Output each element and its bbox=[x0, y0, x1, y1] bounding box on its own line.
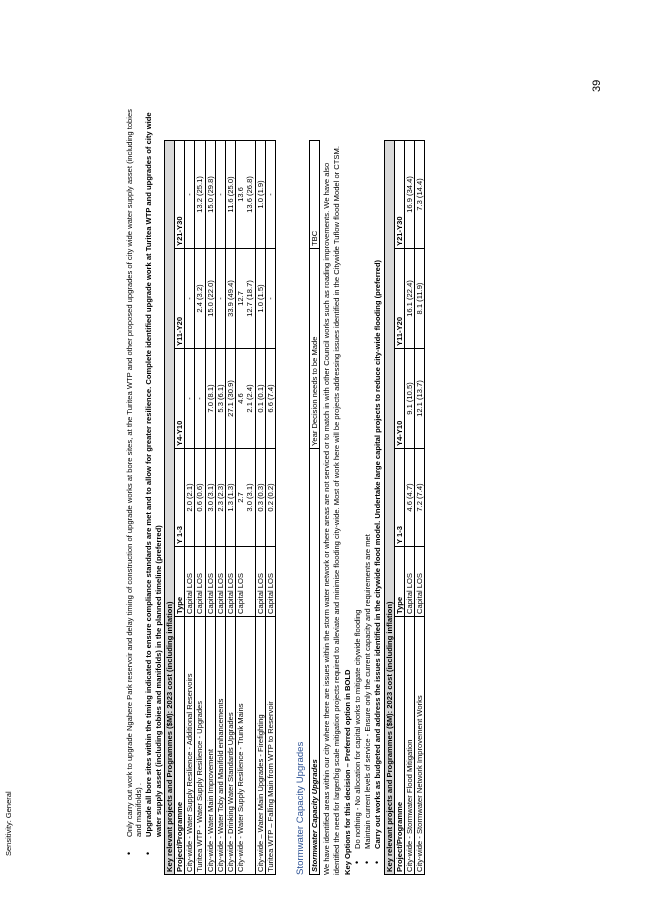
table-cell: Turitea WTP – Falling Main from WTP to Reservoir bbox=[265, 617, 275, 875]
table-cell: City-wide - Water Supply Resilience - Trunk Mains bbox=[236, 617, 255, 875]
table-cell: - bbox=[215, 249, 225, 349]
table-cell: 27.1 (30.9) bbox=[226, 349, 236, 449]
table-cell: 7.3 (14.4) bbox=[415, 140, 425, 248]
table-cell: 7.2 (7.4) bbox=[415, 449, 425, 547]
stormwater-options-title: Key Options for this decision – Preferred option in BOLD bbox=[342, 669, 352, 875]
header-cell: Type bbox=[175, 547, 185, 617]
table-cell: City-wide - Water Main Improvement bbox=[205, 617, 215, 875]
header-cell: Y11-Y20 bbox=[394, 249, 404, 349]
table-row bbox=[195, 140, 205, 874]
stormwater-option-item: • Do nothing - No allocation for capital works to mitigate citywide flooding bbox=[353, 95, 362, 849]
table-cell: 5.3 (6.1) bbox=[215, 349, 225, 449]
header-cell: Y11-Y20 bbox=[175, 249, 185, 349]
table-cell: 3.0 (3.1) bbox=[205, 449, 215, 547]
decision-label: Stormwater Capacity Upgrades bbox=[310, 449, 320, 875]
table-row bbox=[415, 140, 425, 874]
header-cell: Y 1-3 bbox=[175, 449, 185, 547]
table-cell: 4.6 (4.7) bbox=[405, 449, 415, 547]
stormwater-table-title: Key relevant projects and Programmes ($M): 2023 cost (including inflation) bbox=[384, 140, 394, 874]
table-cell: 16.1 (22.4) bbox=[405, 249, 415, 349]
table-cell: 0.1 (0.1) bbox=[255, 349, 265, 449]
table-cell: Capital LOS bbox=[215, 547, 225, 617]
table-cell: 1.3 (1.3) bbox=[226, 449, 236, 547]
stormwater-table-body bbox=[405, 140, 425, 874]
table-cell: - bbox=[185, 140, 195, 248]
table-cell: Capital LOS bbox=[226, 547, 236, 617]
table-cell: 16.9 (34.4) bbox=[405, 140, 415, 248]
stormwater-table-header-row bbox=[394, 140, 404, 874]
table-cell: 13.2 (25.1) bbox=[195, 140, 205, 248]
water-options-list bbox=[125, 95, 163, 875]
table-cell: 8.1 (11.9) bbox=[415, 249, 425, 349]
table-cell: - bbox=[265, 249, 275, 349]
water-table-header-row bbox=[175, 140, 185, 874]
table-cell: 1.0 (1.9) bbox=[255, 140, 265, 248]
water-table-body bbox=[185, 140, 276, 874]
table-cell: Capital LOS bbox=[195, 547, 205, 617]
table-cell: 12.7 12.7 (18.7) bbox=[236, 249, 255, 349]
table-cell: 2.7 3.0 (3.1) bbox=[236, 449, 255, 547]
header-cell: Y21-Y30 bbox=[394, 140, 404, 248]
table-cell: City-wide - Water Toby and Manifold enhancements bbox=[215, 617, 225, 875]
table-cell: 13.6 13.6 (26.8) bbox=[236, 140, 255, 248]
header-cell: Type bbox=[394, 547, 404, 617]
table-row bbox=[185, 140, 195, 874]
table-cell: City-wide - Drinking Water Standards Upgrades bbox=[226, 617, 236, 875]
table-cell: 11.6 (25.0) bbox=[226, 140, 236, 248]
table-cell: 0.3 (0.3) bbox=[255, 449, 265, 547]
page-number: 39 bbox=[591, 79, 603, 92]
table-cell: Capital LOS bbox=[405, 547, 415, 617]
table-row bbox=[255, 140, 265, 874]
decision-year-label: Year Decision needs to be Made bbox=[310, 249, 320, 449]
header-cell: Project/Programme bbox=[175, 617, 185, 875]
table-cell: City-wide – Water Main Upgrades - Firefighting bbox=[255, 617, 265, 875]
header-cell: Y4-Y10 bbox=[394, 349, 404, 449]
water-table-title: Key relevant projects and Programmes ($M): 2023 cost (including inflation) bbox=[164, 140, 174, 874]
table-row bbox=[405, 140, 415, 874]
table-row bbox=[265, 140, 275, 874]
stormwater-option-item-preferred: • Carry out works as budgeted and address the issues identified in the citywide flood model. Undertake large capital projects to reduce city-wide flooding (preferred) bbox=[373, 95, 382, 849]
header-cell: Y21-Y30 bbox=[175, 140, 185, 248]
table-cell: - bbox=[195, 349, 205, 449]
table-cell: 6.6 (7.4) bbox=[265, 349, 275, 449]
table-row bbox=[215, 140, 225, 874]
table-cell: Capital LOS bbox=[205, 547, 215, 617]
stormwater-decision-table bbox=[309, 140, 320, 875]
table-cell: 2.3 (2.3) bbox=[215, 449, 225, 547]
table-cell: Capital LOS bbox=[236, 547, 255, 617]
table-cell: 7.0 (8.1) bbox=[205, 349, 215, 449]
table-cell: 2.4 (3.2) bbox=[195, 249, 205, 349]
table-cell: Capital LOS bbox=[415, 547, 425, 617]
table-cell: 15.0 (22.0) bbox=[205, 249, 215, 349]
rotated-page-content bbox=[125, 95, 425, 875]
table-cell: 1.0 (1.5) bbox=[255, 249, 265, 349]
water-projects-table bbox=[164, 140, 276, 875]
sensitivity-label: Sensitivity: General bbox=[4, 791, 13, 856]
water-option-item: • Only carry out work to upgrade Ngahere Park reservoir and delay timing of construction of upgrade works at bore sites, at the Turitea WTP and other proposed upgrades of city wide water supply asset (including tobies and manifolds) . bbox=[125, 95, 143, 837]
table-cell: City-wide - Stormwater Flood Mitigation bbox=[405, 617, 415, 875]
table-cell: - bbox=[215, 140, 225, 248]
stormwater-options-list bbox=[353, 95, 383, 875]
table-cell: - bbox=[185, 249, 195, 349]
table-cell: - bbox=[265, 140, 275, 248]
table-row bbox=[236, 140, 255, 874]
table-cell: Capital LOS bbox=[185, 547, 195, 617]
header-cell: Y4-Y10 bbox=[175, 349, 185, 449]
table-cell: 9.1 (10.5) bbox=[405, 349, 415, 449]
table-cell: Capital LOS bbox=[265, 547, 275, 617]
table-cell: City-wide - Stormwater Network Improvement Works bbox=[415, 617, 425, 875]
table-cell: Capital LOS bbox=[255, 547, 265, 617]
header-cell: Y 1-3 bbox=[394, 449, 404, 547]
table-cell: 0.2 (0.2) bbox=[265, 449, 275, 547]
table-cell: 0.6 (0.6) bbox=[195, 449, 205, 547]
table-cell: - bbox=[185, 349, 195, 449]
table-row bbox=[205, 140, 215, 874]
table-row bbox=[226, 140, 236, 874]
table-cell: 4.6 2.1 (2.4) bbox=[236, 349, 255, 449]
decision-year-value: TBC bbox=[310, 141, 320, 249]
header-cell: Project/Programme bbox=[394, 617, 404, 875]
table-cell: 12.1 (13.7) bbox=[415, 349, 425, 449]
water-option-item-preferred: • Upgrade all bore sites within the timing indicated to ensure compliance standards are met and to allow for greater resilience. Complete identified upgrade work at Turitea WTP and upgrades of city wide water supply asset (including tobies and manifolds) in the planned timeline (preferred) bbox=[144, 95, 162, 837]
table-cell: Turitea WTP - Water Supply Resilience - Upgrades bbox=[195, 617, 205, 875]
table-cell: 15.0 (29.8) bbox=[205, 140, 215, 248]
stormwater-section-title: Stormwater Capacity Upgrades bbox=[295, 741, 307, 875]
stormwater-projects-table bbox=[384, 140, 426, 875]
table-cell: 2.0 (2.1) bbox=[185, 449, 195, 547]
table-cell: City-wide - Water Supply Resilience - Additional Reservoirs bbox=[185, 617, 195, 875]
table-cell: 33.9 (49.4) bbox=[226, 249, 236, 349]
stormwater-option-item: • Maintain current levels of service - Ensure only the current capacity and requirements are met bbox=[363, 95, 372, 849]
stormwater-description: We have identified areas within our city where there are issues within the storm water network or where areas are not serviced or to match in with other Council works such as roading improvements. We have also identified the need for larger/big scale mitigation projects required to alleviate and minimise flooding city-wide. Most of work here will be projects addressing issues identified in the Citywide Tuflow flood Model or CTSM. bbox=[322, 146, 341, 875]
